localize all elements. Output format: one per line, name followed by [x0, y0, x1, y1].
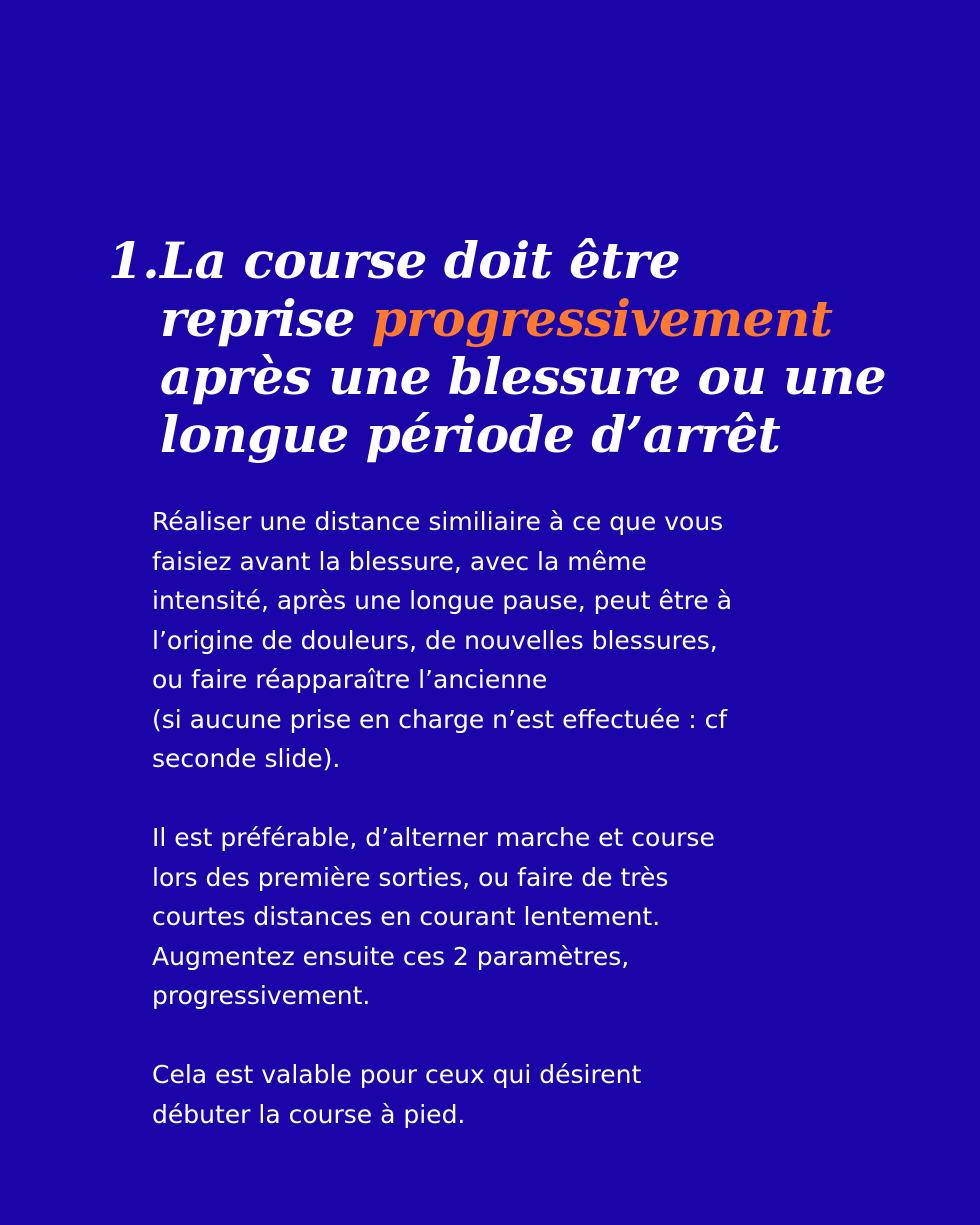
paragraph-line: Cela est valable pour ceux qui désirent — [152, 1060, 642, 1089]
heading — [108, 230, 887, 464]
paragraph-line: l’origine de douleurs, de nouvelles blessures, — [152, 625, 718, 655]
paragraph-3 — [152, 1055, 842, 1134]
heading-line-2 — [108, 290, 868, 348]
paragraph-line: lors des première sorties, ou faire de très — [152, 862, 669, 892]
paragraph-line: progressivement. — [152, 981, 371, 1010]
paragraph-line: seconde slide). — [152, 744, 341, 773]
heading-line-1-text: La course doit être — [160, 230, 681, 290]
heading-line-3: après une blessure ou une — [160, 346, 887, 406]
heading-line-4: longue période d’arrêt — [160, 404, 781, 464]
heading-line-2-prefix: reprise — [160, 288, 372, 348]
paragraph-line: courtes distances en courant lentement. — [152, 902, 661, 931]
paragraph-line: intensité, après une longue pause, peut être à — [152, 586, 733, 615]
paragraph-line: Il est préférable, d’alterner marche et course — [152, 823, 715, 852]
paragraph-1 — [152, 502, 842, 779]
heading-number: 1. — [108, 230, 160, 290]
paragraph-line: Augmentez ensuite ces 2 paramètres, — [152, 941, 630, 971]
paragraph-line: débuter la course à pied. — [152, 1099, 466, 1129]
paragraph-2 — [152, 818, 842, 1016]
heading-line-1 — [108, 232, 868, 290]
heading-highlight: progressivement — [371, 288, 833, 348]
paragraph-line: Réaliser une distance similiaire à ce que vous — [152, 507, 724, 536]
paragraph-line: (si aucune prise en charge n’est effectuée : cf — [152, 704, 728, 734]
body-text — [152, 502, 842, 1174]
paragraph-line: faisiez avant la blessure, avec la même — [152, 546, 647, 576]
paragraph-line: ou faire réapparaître l’ancienne — [152, 665, 548, 694]
